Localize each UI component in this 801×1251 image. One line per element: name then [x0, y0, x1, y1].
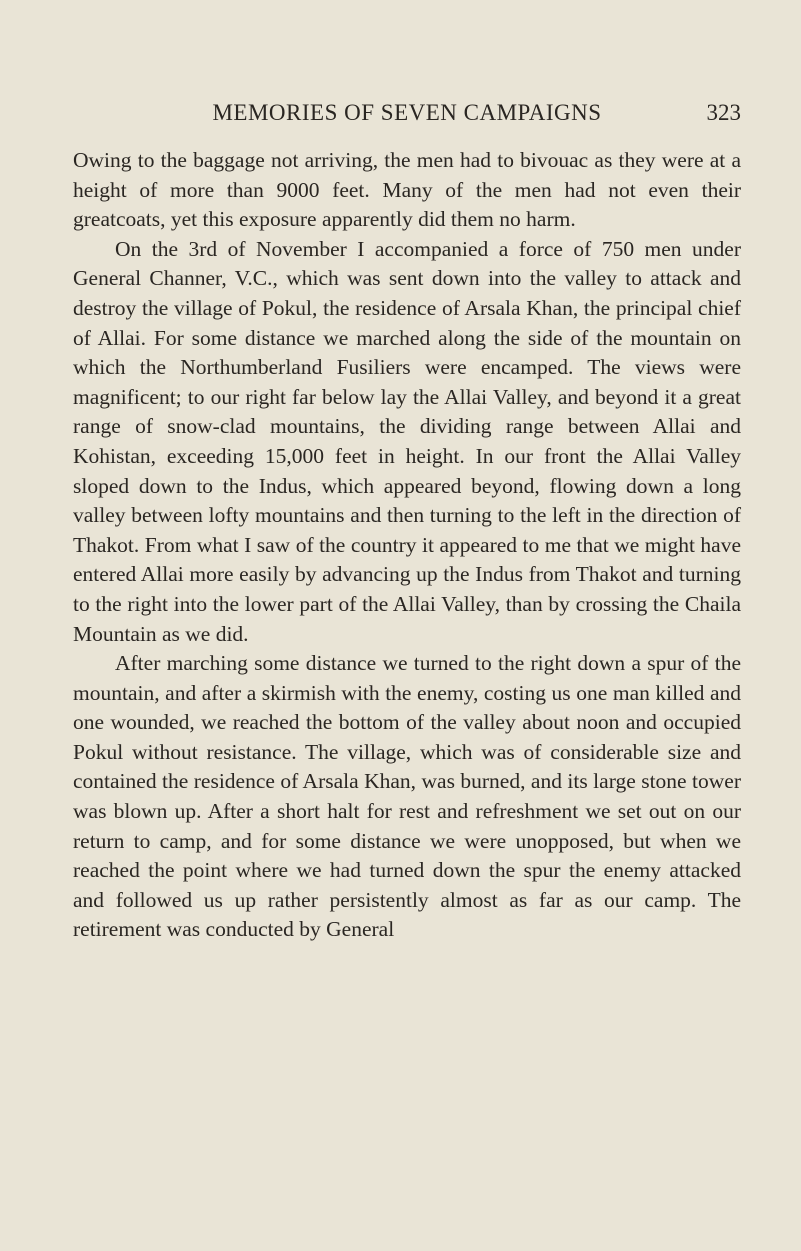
paragraph-1: Owing to the baggage not arriving, the men had to bivouac as they were at a height of more than 9000 feet. Many of the men had not even their greatcoats, yet this exposure apparently did them no harm.: [73, 148, 741, 232]
running-head: [73, 96, 741, 130]
running-title: MEMORIES OF SEVEN CAMPAIGNS: [212, 100, 602, 125]
page-number: 323: [706, 100, 741, 125]
paragraph-3: After marching some distance we turned to the right down a spur of the mountain, and after a skirmish with the enemy, costing us one man killed and one wounded, we reached the bottom of the valley about noon and occupied Pokul without resistance. The village, which was of considerable size and contained the residence of Arsala Khan, was burned, and its large stone tower was blown up. After a short halt for rest and refreshment we set out on our return to camp, and for some distance we were unopposed, but when we reached the point where we had turned down the spur the enemy attacked and followed us up rather persistently almost as far as our camp. The retirement was conducted by General: [73, 651, 741, 942]
paragraph-2: On the 3rd of November I accompanied a force of 750 men under General Channer, V.C., which was sent down into the valley to attack and destroy the village of Pokul, the residence of Arsala Khan, the principal chief of Allai. For some distance we marched along the side of the mountain on which the Northumberland Fusiliers were encamped. The views were magnificent; to our right far below lay the Allai Valley, and beyond it a great range of snow-clad mountains, the dividing range between Allai and Kohistan, exceeding 15,000 feet in height. In our front the Allai Valley sloped down to the Indus, which appeared beyond, flowing down a long valley between lofty mountains and then turning to the left in the direction of Thakot. From what I saw of the country it appeared to me that we might have entered Allai more easily by advancing up the Indus from Thakot and turning to the right into the lower part of the Allai Valley, than by crossing the Chaila Mountain as we did.: [73, 236, 741, 646]
body-text: [73, 146, 741, 945]
